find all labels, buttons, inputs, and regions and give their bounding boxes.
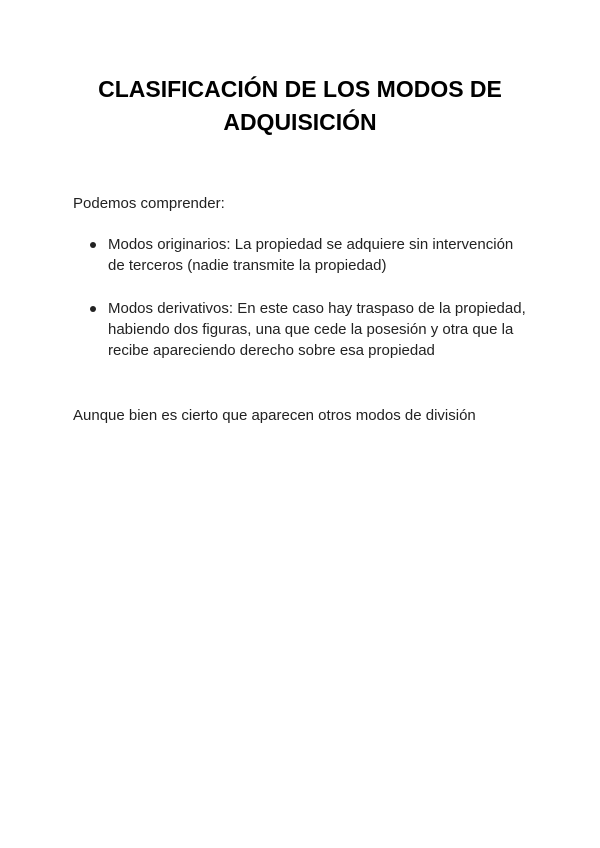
page-title: CLASIFICACIÓN DE LOS MODOS DE ADQUISICIÓN [98, 76, 502, 135]
intro-paragraph: Podemos comprender: [73, 195, 225, 212]
bullet-dot-icon [90, 242, 96, 248]
bullet-text: Modos derivativos: En este caso hay traspaso de la propiedad, habiendo dos figuras, una que cede la posesión y otra que la recibe apareciendo derecho sobre esa propiedad [108, 300, 526, 359]
closing-paragraph: Aunque bien es cierto que aparecen otros modos de división [73, 407, 476, 424]
bullet-text: Modos originarios: La propiedad se adquiere sin intervención de terceros (nadie transmite la propiedad) [108, 236, 514, 274]
bullet-item-originarios [90, 234, 530, 276]
bullet-item-derivativos [90, 298, 530, 361]
bullet-dot-icon [90, 306, 96, 312]
bullet-list [90, 234, 530, 383]
